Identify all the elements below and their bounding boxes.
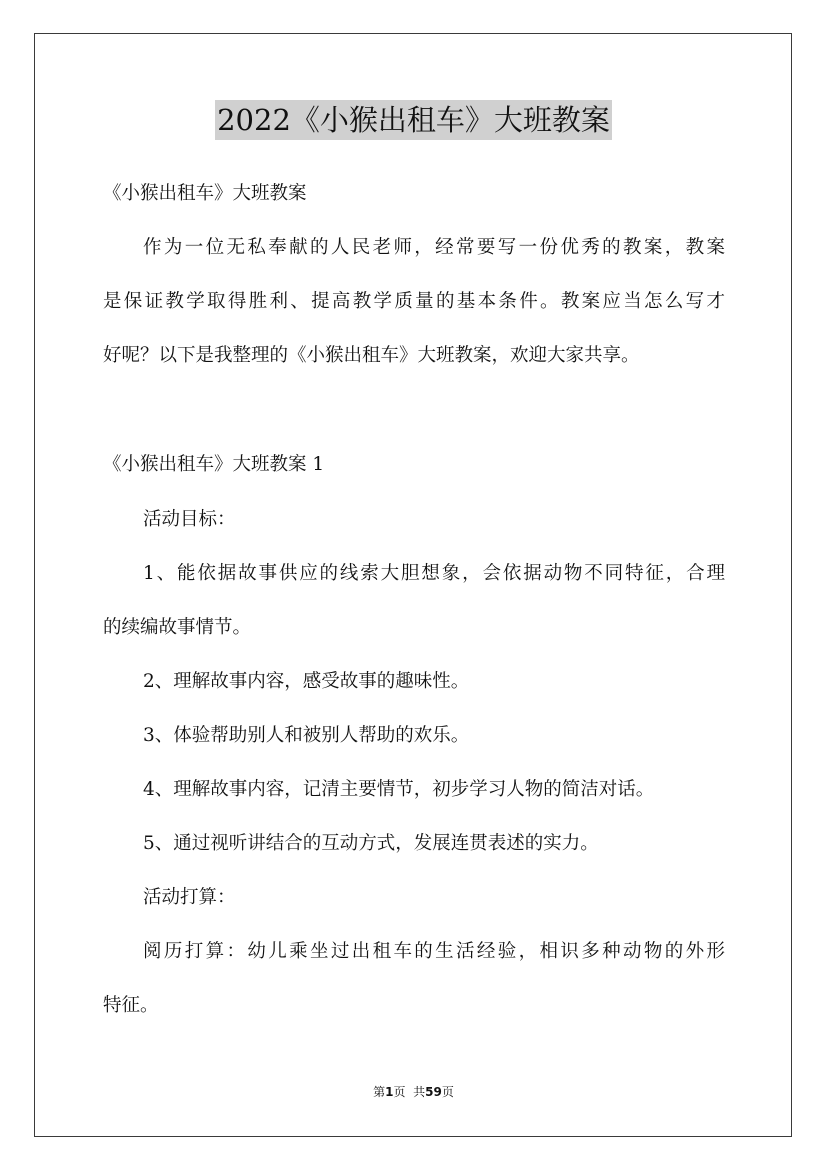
section-heading: 《小猴出租车》大班教案 1 <box>103 454 325 475</box>
intro-line-3: 好呢？以下是我整理的《小猴出租车》大班教案，欢迎大家共享。 <box>103 345 640 366</box>
footer-mid: 页 共 <box>393 1085 426 1099</box>
subheading: 《小猴出租车》大班教案 <box>103 183 307 204</box>
goals-label: 活动目标： <box>143 509 236 530</box>
goal-item-1-cont: 的续编故事情节。 <box>103 617 252 638</box>
plan-label: 活动打算： <box>143 887 236 908</box>
goal-item-1: 1、能依据故事供应的线索大胆想象，会依据动物不同特征，合理 <box>143 563 725 584</box>
goal-item-3: 3、体验帮助别人和被别人帮助的欢乐。 <box>143 725 470 746</box>
goal-item-4: 4、理解故事内容，记清主要情节，初步学习人物的简洁对话。 <box>143 779 655 800</box>
plan-line-2: 特征。 <box>103 995 159 1016</box>
intro-line-2: 是保证教学取得胜利、提高教学质量的基本条件。教案应当怎么写才 <box>103 291 725 312</box>
footer-prefix: 第 <box>373 1085 386 1099</box>
footer-page-number: 1 <box>385 1085 394 1099</box>
page-footer <box>0 1084 827 1100</box>
intro-line-1: 作为一位无私奉献的人民老师，经常要写一份优秀的教案，教案 <box>143 237 725 258</box>
goal-item-5: 5、通过视听讲结合的互动方式，发展连贯表述的实力。 <box>143 833 599 854</box>
footer-suffix: 页 <box>441 1085 454 1099</box>
plan-line-1: 阅历打算：幼儿乘坐过出租车的生活经验，相识多种动物的外形 <box>143 941 725 962</box>
footer-total-pages: 59 <box>425 1085 442 1099</box>
document-title: 2022《小猴出租车》大班教案 <box>215 100 612 140</box>
goal-item-2: 2、理解故事内容，感受故事的趣味性。 <box>143 671 470 692</box>
title-container <box>0 100 827 140</box>
